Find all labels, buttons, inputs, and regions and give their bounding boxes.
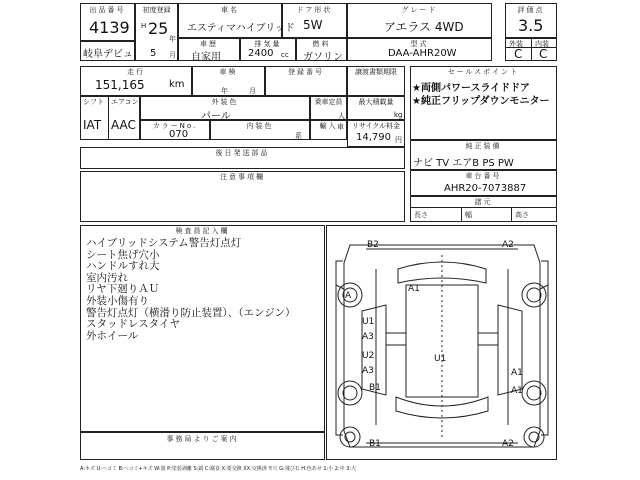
registration-year: 25 — [148, 19, 169, 38]
lot-number-label: 出品番号 — [89, 6, 126, 14]
document-deadline-label: 譲渡書類期限 — [355, 68, 397, 76]
exterior-score: C — [514, 47, 523, 61]
class-label: 車歴 — [200, 40, 218, 48]
max-load-unit: kg — [394, 111, 403, 119]
registration-month: 5 — [150, 48, 157, 59]
inspection-year-unit: 年 — [221, 87, 228, 95]
damage-code: A2 — [502, 240, 514, 250]
first-registration-cell — [135, 3, 178, 61]
first-registration-label: 初度登録 — [142, 6, 171, 14]
door-label: ドア形状 — [296, 6, 333, 14]
lot-number-cell — [80, 3, 135, 41]
capacity-cell — [310, 96, 347, 120]
width-label: 幅 — [465, 211, 472, 219]
recycle-fee: 14,790 — [356, 132, 391, 143]
auction-score: 3.5 — [518, 16, 544, 35]
inspection-month-unit: 月 — [249, 87, 256, 95]
model-label: 型式 — [410, 40, 429, 48]
class-cell — [178, 38, 240, 61]
aircon-label: エアコン — [111, 98, 139, 106]
car-damage-diagram — [326, 225, 557, 460]
fuel: ガソリン — [303, 52, 343, 63]
interior-label: 内装 — [535, 40, 549, 48]
selling-point: ★両側パワースライドドア — [412, 83, 530, 94]
inspector-note: スタッドレスタイヤ — [86, 318, 180, 331]
mileage-unit: km — [169, 79, 185, 90]
inspector-note: ハイブリッドシステム警告灯点灯 — [86, 237, 242, 249]
interior-color-cell — [210, 120, 310, 140]
damage-code: B2 — [367, 240, 379, 250]
exterior-label: 外装 — [509, 40, 523, 48]
notes-label: 注意事項欄 — [220, 173, 265, 181]
model-code: DAA-AHR20W — [388, 48, 457, 59]
era-label: H — [141, 22, 147, 30]
max-load-label: 最大積載量 — [358, 98, 394, 106]
model-cell — [347, 38, 492, 61]
class-value: 自家用 — [191, 52, 221, 63]
inspector-note: ハンドルすれ大 — [86, 260, 160, 273]
equipment-label: 純正装備 — [465, 142, 502, 150]
year-unit: 年 — [169, 35, 176, 43]
ext-int-score-cell — [505, 38, 557, 61]
car-name-cell — [178, 3, 295, 38]
length-label: 長さ — [414, 211, 428, 219]
inspection-cell — [192, 66, 265, 96]
shift-label: シフト — [83, 98, 104, 106]
recycle-fee-label: リサイクル料金 — [351, 122, 401, 130]
recycle-fee-unit: 円 — [395, 136, 402, 144]
document-deadline-cell — [347, 66, 405, 96]
damage-code: A1 — [408, 284, 420, 294]
equipment-cell — [410, 140, 557, 170]
damage-code: A — [345, 291, 352, 301]
chassis-number: AHR20-7073887 — [444, 183, 527, 194]
selling-point: ★純正フリップダウンモニター — [412, 96, 550, 107]
interior-color-label: 内装色 — [246, 122, 274, 130]
month-unit: 月 — [169, 51, 176, 59]
score-cell — [505, 3, 557, 38]
mileage: 151,165 — [95, 78, 145, 92]
max-load-cell — [347, 96, 405, 120]
damage-code: U1 — [362, 317, 375, 327]
exterior-color-label: 外装色 — [211, 98, 239, 106]
aircon-value: AAC — [111, 118, 136, 132]
damage-code: B1 — [369, 439, 381, 449]
fuel-label: 燃料 — [312, 40, 331, 48]
height-label: 高さ — [515, 211, 529, 219]
office-message-label: 事務局よりご案内 — [166, 435, 239, 443]
chassis-cell — [410, 170, 557, 196]
color-number-cell — [140, 120, 210, 140]
grade: アエラス 4WD — [384, 20, 464, 34]
interior-color-suffix: 系 — [295, 132, 302, 140]
notes-cell — [80, 171, 405, 222]
displacement-label: 排気量 — [254, 40, 282, 48]
registration-number-cell — [265, 66, 347, 96]
inspector-note: シート焦げ穴小 — [86, 248, 160, 261]
mileage-cell — [80, 66, 192, 96]
exterior-color-cell — [140, 96, 310, 120]
selling-points-cell — [410, 66, 557, 140]
damage-code: U1 — [434, 354, 447, 364]
displacement-unit: cc — [281, 51, 289, 59]
damage-code: A2 — [502, 439, 514, 449]
fuel-cell — [296, 38, 347, 61]
car-name-label: 車名 — [221, 6, 239, 14]
damage-code-legend: A:キズ U:ヘコミ B:ヘコミ+キズ W:波 P:塗装剥離 S:錆 C:腐食 X:要交換 XX:交換済 Y:穴 G:飛び石 H:色あせ 1:小 2:中 3:大 — [80, 466, 357, 472]
venue-cell — [80, 41, 135, 61]
grade-label: グレード — [401, 6, 438, 14]
capacity-label: 乗車定員 — [314, 98, 343, 106]
lot-number: 4139 — [89, 18, 130, 37]
damage-code: A3 — [362, 332, 374, 342]
damage-code: A1 — [511, 368, 523, 378]
car-name: エスティマハイブリッド — [187, 23, 295, 34]
door-cell — [282, 3, 347, 38]
dimensions-label: 諸元 — [474, 198, 493, 206]
mileage-label: 走行 — [127, 68, 145, 76]
registration-number-label: 登録番号 — [288, 68, 324, 76]
damage-code: A1 — [511, 386, 523, 396]
inspector-note: 警告灯点灯（横滑り防止装置）、（エンジン） — [86, 306, 296, 319]
inspector-note: 外ホイール — [86, 329, 139, 342]
inspector-note: 室内汚れ — [86, 271, 128, 284]
damage-code: B1 — [369, 383, 381, 393]
import-label: 輸入 — [319, 122, 338, 130]
selling-points-label: セールスポイント — [447, 68, 520, 76]
damage-code: A3 — [362, 366, 374, 376]
color-number-label: カラーNo. — [152, 122, 198, 130]
venue-name: 岐阜デビュ — [83, 49, 133, 60]
retrofit-parts-label: 後日発送部品 — [215, 149, 270, 157]
damage-code: U2 — [362, 351, 375, 361]
color-number: 070 — [169, 129, 189, 140]
interior-score: C — [539, 47, 548, 61]
import-value: 車 — [337, 123, 344, 131]
inspector-notes-label: 検査員記入欄 — [175, 227, 230, 235]
inspection-label: 車検 — [219, 68, 238, 76]
displacement-cell — [240, 38, 296, 61]
grade-cell — [347, 3, 492, 38]
equipment-value: ナビ TV エアB PS PW — [413, 158, 514, 169]
retrofit-parts-cell — [80, 147, 405, 169]
shift-ac-cell — [80, 96, 140, 140]
recycle-fee-cell — [347, 120, 405, 147]
chassis-label: 車台番号 — [465, 172, 502, 180]
inspector-notes-list — [86, 238, 326, 342]
shift-value: IAT — [83, 118, 102, 132]
inspector-note: 外装小傷有り — [86, 294, 149, 307]
score-label: 評価点 — [517, 6, 545, 14]
exterior-color: パール — [201, 111, 231, 122]
capacity-unit: 人 — [338, 112, 345, 120]
displacement: 2400 — [248, 48, 274, 59]
inspector-note: リヤ下廻りＡＵ — [86, 283, 160, 296]
office-message-cell — [80, 432, 325, 460]
dimensions-cell — [410, 196, 557, 222]
door-type: 5W — [303, 18, 323, 32]
